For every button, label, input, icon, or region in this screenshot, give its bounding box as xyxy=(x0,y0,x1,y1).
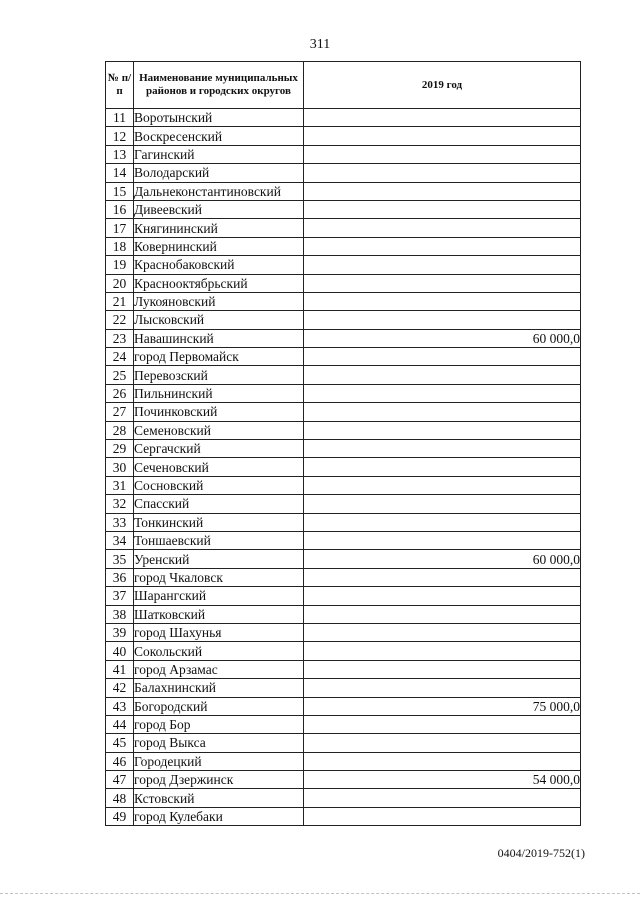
year-2019-value xyxy=(304,495,581,513)
table-row xyxy=(106,292,581,310)
table-row xyxy=(106,421,581,439)
year-2019-value xyxy=(304,513,581,531)
table-header-row xyxy=(106,62,581,109)
row-number: 42 xyxy=(106,679,134,697)
year-2019-value xyxy=(304,237,581,255)
row-number: 19 xyxy=(106,256,134,274)
year-2019-value: 54 000,0 xyxy=(304,771,581,789)
municipality-name: Пильнинский xyxy=(134,384,304,402)
table-row xyxy=(106,568,581,586)
municipality-name: Лукояновский xyxy=(134,292,304,310)
table-row xyxy=(106,274,581,292)
table-row xyxy=(106,807,581,825)
year-2019-value xyxy=(304,605,581,623)
table-row xyxy=(106,476,581,494)
municipality-name: Городецкий xyxy=(134,752,304,770)
table-row xyxy=(106,200,581,218)
row-number: 21 xyxy=(106,292,134,310)
municipality-name: Лысковский xyxy=(134,311,304,329)
table-row xyxy=(106,127,581,145)
row-number: 34 xyxy=(106,531,134,549)
table-row xyxy=(106,679,581,697)
year-2019-value xyxy=(304,679,581,697)
municipality-name: Воротынский xyxy=(134,109,304,127)
year-2019-value xyxy=(304,660,581,678)
year-2019-value xyxy=(304,587,581,605)
table-row xyxy=(106,734,581,752)
row-number: 49 xyxy=(106,807,134,825)
year-2019-value xyxy=(304,164,581,182)
year-2019-value xyxy=(304,403,581,421)
year-2019-value xyxy=(304,366,581,384)
municipality-name: Богородский xyxy=(134,697,304,715)
table-row xyxy=(106,697,581,715)
table-row xyxy=(106,495,581,513)
table-row xyxy=(106,752,581,770)
municipality-name: Семеновский xyxy=(134,421,304,439)
year-2019-value xyxy=(304,200,581,218)
row-number: 43 xyxy=(106,697,134,715)
year-2019-value: 60 000,0 xyxy=(304,329,581,347)
row-number: 47 xyxy=(106,771,134,789)
row-number: 32 xyxy=(106,495,134,513)
row-number: 26 xyxy=(106,384,134,402)
year-2019-value xyxy=(304,440,581,458)
row-number: 25 xyxy=(106,366,134,384)
table-row xyxy=(106,256,581,274)
table-row xyxy=(106,605,581,623)
row-number: 29 xyxy=(106,440,134,458)
year-2019-value: 60 000,0 xyxy=(304,550,581,568)
municipality-name: Володарский xyxy=(134,164,304,182)
row-number: 20 xyxy=(106,274,134,292)
row-number: 24 xyxy=(106,348,134,366)
row-number: 16 xyxy=(106,200,134,218)
table-row xyxy=(106,237,581,255)
year-2019-value xyxy=(304,274,581,292)
municipality-name: город Чкаловск xyxy=(134,568,304,586)
table-row xyxy=(106,715,581,733)
year-2019-value xyxy=(304,715,581,733)
table-row xyxy=(106,109,581,127)
table-row xyxy=(106,660,581,678)
row-number: 40 xyxy=(106,642,134,660)
row-number: 17 xyxy=(106,219,134,237)
year-2019-value xyxy=(304,127,581,145)
year-2019-value xyxy=(304,458,581,476)
municipality-name: Навашинский xyxy=(134,329,304,347)
document-code: 0404/2019-752(1) xyxy=(497,846,585,860)
municipality-name: город Выкса xyxy=(134,734,304,752)
municipality-name: Починковский xyxy=(134,403,304,421)
row-number: 14 xyxy=(106,164,134,182)
year-2019-value xyxy=(304,476,581,494)
municipality-name: Шатковский xyxy=(134,605,304,623)
table-row xyxy=(106,329,581,347)
year-2019-value xyxy=(304,531,581,549)
year-2019-value xyxy=(304,623,581,641)
row-number: 35 xyxy=(106,550,134,568)
header-number: № п/п xyxy=(106,62,134,109)
year-2019-value xyxy=(304,734,581,752)
municipality-name: Краснооктябрьский xyxy=(134,274,304,292)
table-row xyxy=(106,182,581,200)
scan-artifact-divider xyxy=(0,893,640,895)
row-number: 46 xyxy=(106,752,134,770)
municipality-name: Спасский xyxy=(134,495,304,513)
municipality-name: Дивеевский xyxy=(134,200,304,218)
row-number: 12 xyxy=(106,127,134,145)
row-number: 18 xyxy=(106,237,134,255)
table-row xyxy=(106,458,581,476)
municipality-name: Сеченовский xyxy=(134,458,304,476)
year-2019-value xyxy=(304,145,581,163)
municipality-name: город Шахунья xyxy=(134,623,304,641)
municipality-name: Сергачский xyxy=(134,440,304,458)
page-number: 311 xyxy=(309,37,331,52)
row-number: 36 xyxy=(106,568,134,586)
table-body xyxy=(106,109,581,826)
municipality-name: Перевозский xyxy=(134,366,304,384)
row-number: 31 xyxy=(106,476,134,494)
municipality-name: Уренский xyxy=(134,550,304,568)
municipality-name: Воскресенский xyxy=(134,127,304,145)
row-number: 44 xyxy=(106,715,134,733)
row-number: 37 xyxy=(106,587,134,605)
table-row xyxy=(106,348,581,366)
year-2019-value xyxy=(304,109,581,127)
year-2019-value xyxy=(304,384,581,402)
row-number: 41 xyxy=(106,660,134,678)
municipality-name: город Арзамас xyxy=(134,660,304,678)
year-2019-value xyxy=(304,219,581,237)
year-2019-value xyxy=(304,348,581,366)
municipality-name: город Бор xyxy=(134,715,304,733)
year-2019-value xyxy=(304,256,581,274)
year-2019-value xyxy=(304,182,581,200)
table-row xyxy=(106,550,581,568)
row-number: 15 xyxy=(106,182,134,200)
municipality-name: Кстовский xyxy=(134,789,304,807)
table-row xyxy=(106,366,581,384)
table-row xyxy=(106,440,581,458)
header-year-2019: 2019 год xyxy=(304,62,581,109)
municipal-allocation-table xyxy=(105,61,581,826)
municipality-name: Тоншаевский xyxy=(134,531,304,549)
row-number: 38 xyxy=(106,605,134,623)
year-2019-value xyxy=(304,292,581,310)
municipality-name: Дальнеконстантиновский xyxy=(134,182,304,200)
municipality-name: город Кулебаки xyxy=(134,807,304,825)
municipality-name: город Первомайск xyxy=(134,348,304,366)
municipality-name: Шарангский xyxy=(134,587,304,605)
row-number: 48 xyxy=(106,789,134,807)
year-2019-value xyxy=(304,311,581,329)
municipality-name: Сосновский xyxy=(134,476,304,494)
row-number: 27 xyxy=(106,403,134,421)
municipality-name: Княгининский xyxy=(134,219,304,237)
row-number: 28 xyxy=(106,421,134,439)
row-number: 39 xyxy=(106,623,134,641)
table-row xyxy=(106,623,581,641)
row-number: 45 xyxy=(106,734,134,752)
table-row xyxy=(106,311,581,329)
municipality-name: Краснобаковский xyxy=(134,256,304,274)
table-row xyxy=(106,771,581,789)
table-row xyxy=(106,587,581,605)
year-2019-value xyxy=(304,421,581,439)
year-2019-value xyxy=(304,807,581,825)
table-row xyxy=(106,642,581,660)
year-2019-value xyxy=(304,789,581,807)
row-number: 33 xyxy=(106,513,134,531)
row-number: 22 xyxy=(106,311,134,329)
table-row xyxy=(106,384,581,402)
year-2019-value xyxy=(304,642,581,660)
table-row xyxy=(106,789,581,807)
table-row xyxy=(106,531,581,549)
row-number: 30 xyxy=(106,458,134,476)
table-row xyxy=(106,145,581,163)
row-number: 11 xyxy=(106,109,134,127)
municipality-name: Сокольский xyxy=(134,642,304,660)
year-2019-value: 75 000,0 xyxy=(304,697,581,715)
municipality-name: Тонкинский xyxy=(134,513,304,531)
table-row xyxy=(106,219,581,237)
municipality-name: Гагинский xyxy=(134,145,304,163)
year-2019-value xyxy=(304,568,581,586)
table-row xyxy=(106,513,581,531)
municipality-name: город Дзержинск xyxy=(134,771,304,789)
table-row xyxy=(106,403,581,421)
row-number: 23 xyxy=(106,329,134,347)
header-municipality: Наименование муниципальных районов и городских округов xyxy=(134,62,304,109)
year-2019-value xyxy=(304,752,581,770)
row-number: 13 xyxy=(106,145,134,163)
municipality-name: Ковернинский xyxy=(134,237,304,255)
table-row xyxy=(106,164,581,182)
municipality-name: Балахнинский xyxy=(134,679,304,697)
